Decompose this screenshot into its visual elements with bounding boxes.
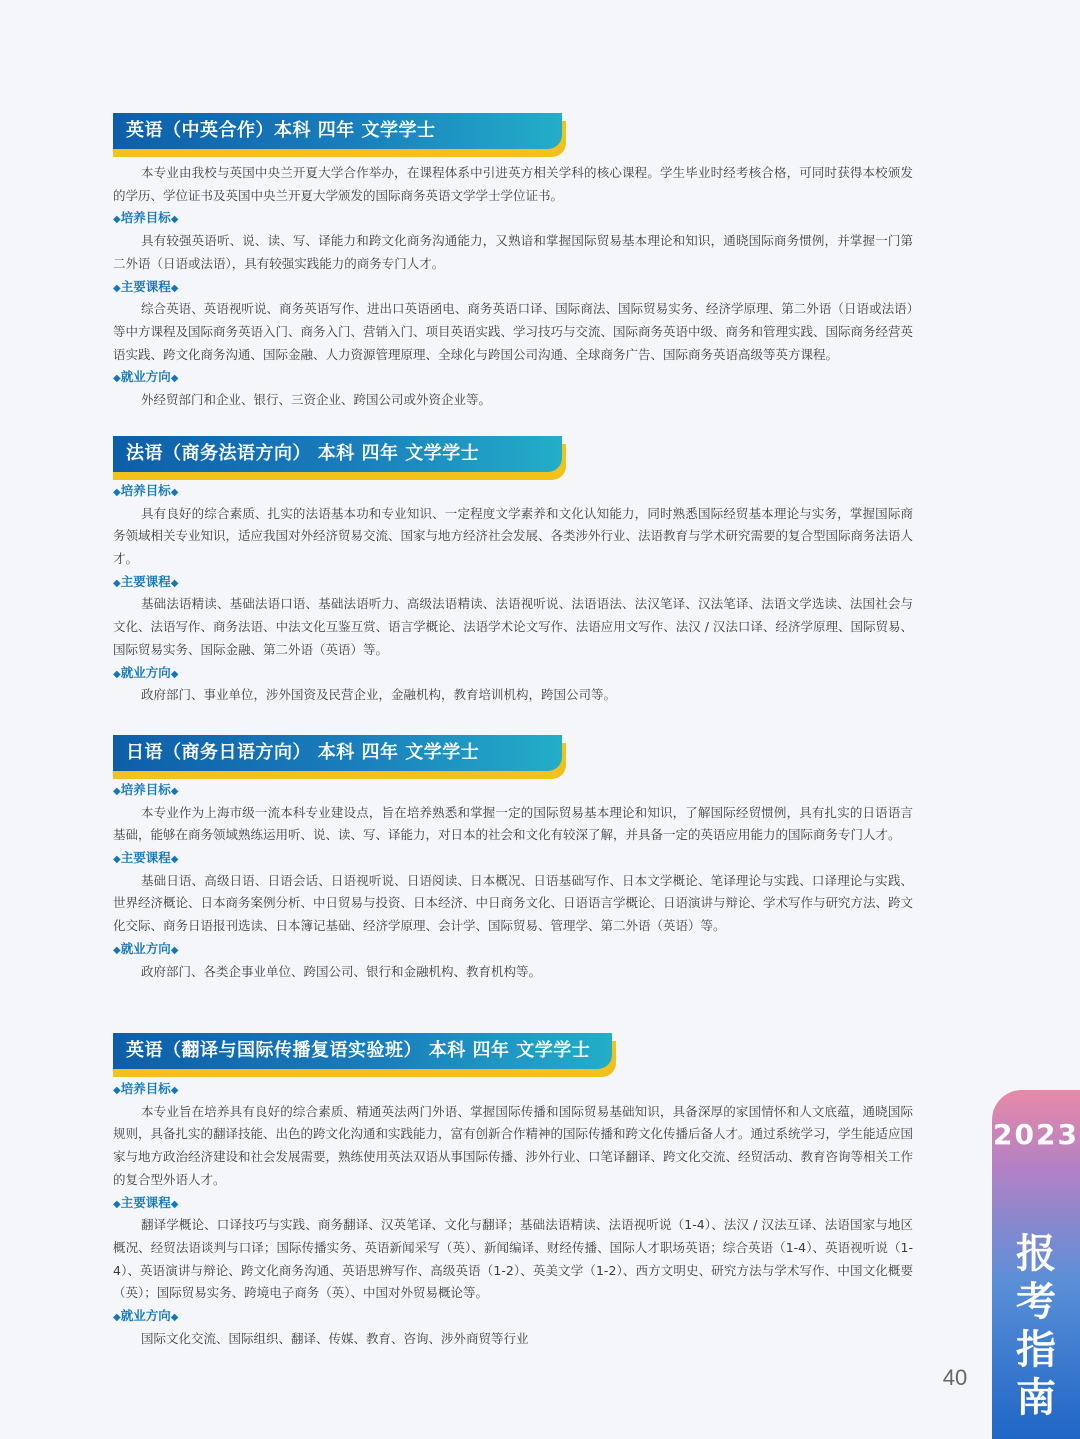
diamond-icon: ◆	[113, 577, 121, 589]
career-heading: ◆就业方向◆	[113, 940, 179, 956]
section-intro: 本专业由我校与英国中央兰开夏大学合作举办，在课程体系中引进英方相关学科的核心课程。学生毕业时经考核合格，可同时获得本校颁发的学历、学位证书及英国中央兰开夏大学颁发的国际商务英语文学学士学位证书。	[113, 165, 913, 203]
diamond-icon: ◆	[113, 854, 121, 866]
diamond-icon: ◆	[113, 373, 121, 385]
diamond-icon: ◆	[113, 1085, 121, 1096]
section-banner	[113, 113, 913, 153]
goal-heading: ◆培养目标◆	[113, 483, 179, 498]
guide-sidebar-tab	[992, 1090, 1080, 1439]
career-heading: ◆就业方向◆	[113, 664, 179, 680]
career-heading: ◆就业方向◆	[113, 1308, 179, 1323]
section-banner	[113, 735, 913, 775]
section-banner	[113, 1033, 913, 1073]
sidebar-title-char: 报	[1016, 1230, 1056, 1277]
career-text: 政府部门、事业单位，涉外国资及民营企业，金融机构，教育培训机构，跨国公司等。	[141, 687, 617, 703]
courses-text: 翻译学概论、口译技巧与实践、商务翻译、汉英笔译、文化与翻译；基础法语精读、法语视听说（1-4）、法汉 / 汉法互译、法语国家与地区概况、经贸法语谈判与口译；国际传播实务、英语新闻采写（英）、新闻编译、财经传播、国际人才职场英语；综合英语（1-4）、英语视听说（1-4）、英语演讲与辩论、跨文化商务沟通、英语思辨写作、高级英语（1-2）、英美文学（1-2）、西方文明史、研究方法与学术写作、中国文化概要（英）；国际贸易实务、跨境电子商务（英）、中国对外贸易概论等。	[113, 1217, 913, 1301]
goal-heading: ◆培养目标◆	[113, 1081, 179, 1096]
diamond-icon: ◆	[113, 1312, 121, 1323]
diamond-icon: ◆	[170, 668, 179, 680]
section-title: 英语（中英合作）本科 四年 文学学士	[126, 120, 436, 141]
diamond-icon: ◆	[113, 668, 121, 680]
diamond-icon: ◆	[170, 373, 179, 385]
section-title: 英语（翻译与国际传播复语实验班） 本科 四年 文学学士	[126, 1040, 591, 1061]
goal-text: 本专业作为上海市级一流本科专业建设点，旨在培养熟悉和掌握一定的国际贸易基本理论和知识，了解国际经贸惯例，具有扎实的日语语言基础，能够在商务领域熟练运用听、说、读、写、译能力，对日本的社会和文化有较深了解，并具备一定的英语应用能力的国际商务专门人才。	[113, 804, 913, 843]
diamond-icon: ◆	[113, 282, 121, 294]
goal-heading: ◆培养目标◆	[113, 782, 179, 797]
courses-text: 基础日语、高级日语、日语会话、日语视听说、日语阅读、日本概况、日语基础写作、日本文学概论、笔译理论与实践、口译理论与实践、世界经济概论、日本商务案例分析、中日贸易与投资、日本经济、中日商务文化、日语语言学概论、日语演讲与辩论、学术写作与研究方法、跨文化交际、商务日语报刊选读、日本簿记基础、经济学原理、会计学、国际贸易、管理学、第二外语（英语）等。	[113, 872, 914, 934]
career-text: 外经贸部门和企业、银行、三资企业、跨国公司或外资企业等。	[141, 391, 492, 407]
diamond-icon: ◆	[170, 577, 179, 589]
section-french-business	[113, 436, 913, 707]
diamond-icon: ◆	[170, 854, 179, 866]
diamond-icon: ◆	[113, 1198, 121, 1210]
sidebar-title	[992, 1230, 1080, 1422]
diamond-icon: ◆	[170, 1312, 179, 1323]
diamond-icon: ◆	[170, 214, 179, 226]
diamond-icon: ◆	[170, 487, 179, 498]
section-title: 日语（商务日语方向） 本科 四年 文学学士	[126, 742, 480, 763]
section-banner	[113, 436, 913, 476]
diamond-icon: ◆	[170, 1198, 179, 1210]
diamond-icon: ◆	[113, 487, 121, 498]
section-english-translation	[113, 1033, 913, 1350]
courses-text: 基础法语精读、基础法语口语、基础法语听力、高级法语精读、法语视听说、法语语法、法汉笔译、汉法笔译、法语文学选读、法国社会与文化、法语写作、商务法语、中法文化互鉴互赏、语言学概论、法语学术论文写作、法语应用文写作、法汉 / 汉法口译、经济学原理、国际贸易、国际贸易实务、国际金融、第二外语（英语）等。	[113, 596, 913, 657]
goal-text: 具有良好的综合素质、扎实的法语基本功和专业知识、一定程度文学素养和文化认知能力，同时熟悉国际经贸基本理论与实务，掌握国际商务领域相关专业知识，适应我国对外经济贸易交流、国家与地方经济社会发展、各类涉外行业、法语教育与学术研究需要的复合型国际商务法语人才。	[113, 505, 914, 567]
diamond-icon: ◆	[170, 786, 179, 797]
goal-heading: ◆培养目标◆	[113, 210, 179, 226]
courses-heading: ◆主要课程◆	[113, 278, 179, 294]
career-text: 政府部门、各类企事业单位、跨国公司、银行和金融机构、教育机构等。	[141, 963, 542, 979]
sidebar-title-char: 指	[1016, 1326, 1056, 1373]
diamond-icon: ◆	[113, 944, 121, 956]
diamond-icon: ◆	[170, 282, 179, 294]
career-text: 国际文化交流、国际组织、翻译、传媒、教育、咨询、涉外商贸等行业	[141, 1330, 529, 1346]
section-title: 法语（商务法语方向） 本科 四年 文学学士	[126, 443, 480, 464]
section-japanese-business	[113, 735, 913, 983]
courses-heading: ◆主要课程◆	[113, 850, 179, 866]
sidebar-year: 2023	[993, 1118, 1079, 1151]
goal-text: 本专业旨在培养具有良好的综合素质、精通英法两门外语、掌握国际传播和国际贸易基础知识，具备深厚的家国情怀和人文底蕴，通晓国际规则，具备扎实的翻译技能、出色的跨文化沟通和实践能力，富有创新合作精神的国际传播和跨文化传播后备人才。通过系统学习，学生能适应国家与地方政治经济建设和社会发展需要，熟练使用英法双语从事国际传播、涉外行业、口笔译翻译、跨文化交流、经贸活动、教育咨询等相关工作的复合型外语人才。	[113, 1103, 914, 1187]
goal-text: 具有较强英语听、说、读、写、译能力和跨文化商务沟通能力，又熟谙和掌握国际贸易基本理论和知识，通晓国际商务惯例，并掌握一门第二外语（日语或法语），具有较强实践能力的商务专门人才。	[113, 233, 913, 271]
sidebar-title-char: 考	[1016, 1278, 1056, 1325]
diamond-icon: ◆	[113, 786, 121, 797]
section-english-sino-uk	[113, 113, 913, 412]
sidebar-title-char: 南	[1016, 1374, 1056, 1421]
diamond-icon: ◆	[170, 1085, 179, 1096]
career-heading: ◆就业方向◆	[113, 369, 179, 385]
diamond-icon: ◆	[113, 214, 121, 226]
courses-heading: ◆主要课程◆	[113, 1194, 179, 1210]
courses-text: 综合英语、英语视听说、商务英语写作、进出口英语函电、商务英语口译、国际商法、国际贸易实务、经济学原理、第二外语（日语或法语）等中方课程及国际商务英语入门、商务入门、营销入门、项目英语实践、学习技巧与交流、国际商务英语中级、商务和管理实践、国际商务经营英语实践、跨文化商务沟通、国际金融、人力资源管理原理、全球化与跨国公司沟通、全球商务广告、国际商务英语高级等英方课程。	[113, 301, 914, 362]
courses-heading: ◆主要课程◆	[113, 573, 179, 589]
diamond-icon: ◆	[170, 944, 179, 956]
page-number: 40	[942, 1365, 968, 1390]
